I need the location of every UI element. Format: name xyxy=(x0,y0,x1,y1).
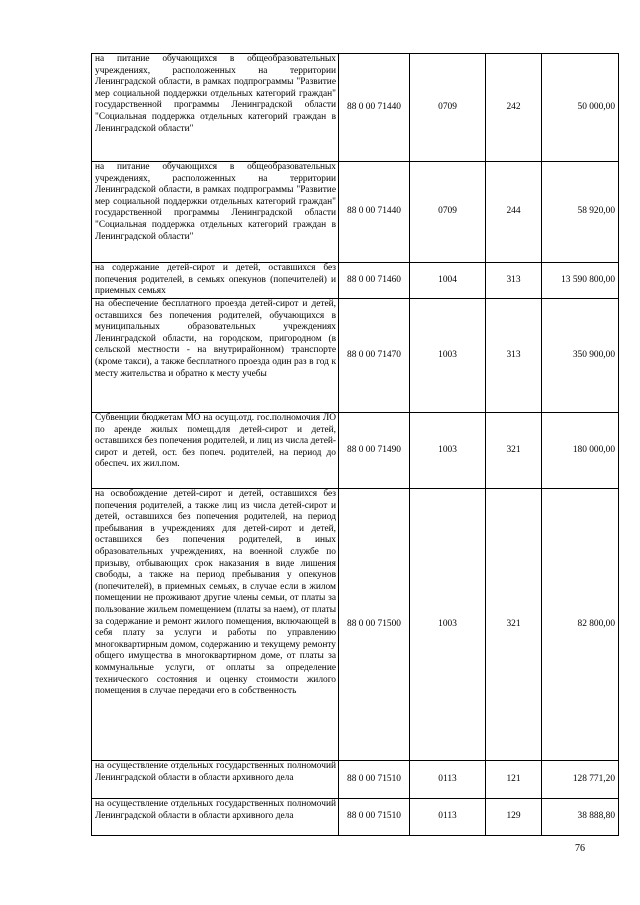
table-row xyxy=(92,799,619,836)
row-description: на питание обучающихся в общеобразовательных учреждениях, расположенных на территории Ленинградской области, в рамках подпрограммы "Развитие мер социальной поддержки отдельных категорий граждан" государственной программы Ленинградской области "Социальная поддержка отдельных категорий граждан в Ленинградской области" xyxy=(92,54,339,162)
row-description: Субвенции бюджетам МО на осущ.отд. гос.полномочия ЛО по аренде жилых помещ.для детей-сирот и детей, оставшихся без попечения родителей, и лиц из числа детей-сирот и детей, ост. без попеч. родителей, на период до обеспеч. их жил.пом. xyxy=(92,413,339,489)
row-section: 1003 xyxy=(410,413,486,489)
row-description: на освобождение детей-сирот и детей, оставшихся без попечения родителей, а также лиц из числа детей-сирот и детей, оставшихся без попечения родителей, на период пребывания в учреждениях для детей-сирот и детей, оставшихся без попечения родителей, в иных образовательных учреждениях, на военной службе по призыву, отбывающих срок наказания в виде лишения свободы, а также на период пребывания у опекунов (попечителей), в приемных семьях, в случае если в жилом помещении не проживают другие члены семьи, от платы за пользование жильем помещением (платы за наем), от платы за содержание и ремонт жилого помещения, включающей в себя плату за услуги и работы по управлению многоквартирным домом, содержанию и текущему ремонту общего имущества в многоквартирном доме, от платы за коммунальные услуги, от оплаты за определение технического состояния и оценку стоимости жилого помещения в случае передачи его в собственность xyxy=(92,489,339,761)
row-target-article: 88 0 00 71440 xyxy=(339,162,410,263)
row-expense-type: 244 xyxy=(486,162,542,263)
row-amount: 128 771,20 xyxy=(542,761,619,799)
row-target-article: 88 0 00 71500 xyxy=(339,489,410,761)
table-row xyxy=(92,489,619,761)
row-amount: 82 800,00 xyxy=(542,489,619,761)
row-expense-type: 313 xyxy=(486,299,542,413)
row-section: 0709 xyxy=(410,162,486,263)
table-row xyxy=(92,299,619,413)
row-target-article: 88 0 00 71510 xyxy=(339,761,410,799)
budget-table-body xyxy=(92,54,619,836)
budget-table xyxy=(91,53,619,836)
table-row xyxy=(92,162,619,263)
row-amount: 350 900,00 xyxy=(542,299,619,413)
table-row xyxy=(92,263,619,299)
row-target-article: 88 0 00 71470 xyxy=(339,299,410,413)
row-target-article: 88 0 00 71440 xyxy=(339,54,410,162)
row-section: 0709 xyxy=(410,54,486,162)
row-section: 1003 xyxy=(410,299,486,413)
row-amount: 38 888,80 xyxy=(542,799,619,836)
row-expense-type: 321 xyxy=(486,489,542,761)
row-amount: 50 000,00 xyxy=(542,54,619,162)
table-row xyxy=(92,413,619,489)
row-section: 1004 xyxy=(410,263,486,299)
row-amount: 13 590 800,00 xyxy=(542,263,619,299)
page-number: 76 xyxy=(575,843,585,854)
row-target-article: 88 0 00 71490 xyxy=(339,413,410,489)
row-amount: 58 920,00 xyxy=(542,162,619,263)
table-row xyxy=(92,761,619,799)
row-description: на осуществление отдельных государственных полномочий Ленинградской области в области архивного дела xyxy=(92,799,339,836)
row-amount: 180 000,00 xyxy=(542,413,619,489)
row-expense-type: 321 xyxy=(486,413,542,489)
row-expense-type: 242 xyxy=(486,54,542,162)
row-description: на обеспечение бесплатного проезда детей-сирот и детей, оставшихся без попечения родителей, обучающихся в муниципальных образовательных учреждениях Ленинградской области, на городском, пригородном (в сельской местности - на внутрирайонном) транспорте (кроме такси), а также бесплатного проезда один раз в год к месту жительства и обратно к месту учебы xyxy=(92,299,339,413)
row-description: на содержание детей-сирот и детей, оставшихся без попечения родителей, в семьях опекунов (попечителей) и приемных семьях xyxy=(92,263,339,299)
row-target-article: 88 0 00 71460 xyxy=(339,263,410,299)
row-expense-type: 313 xyxy=(486,263,542,299)
row-section: 1003 xyxy=(410,489,486,761)
table-row xyxy=(92,54,619,162)
row-section: 0113 xyxy=(410,799,486,836)
row-expense-type: 121 xyxy=(486,761,542,799)
row-description: на питание обучающихся в общеобразовательных учреждениях, расположенных на территории Ленинградской области, в рамках подпрограммы "Развитие мер социальной поддержки отдельных категорий граждан" государственной программы Ленинградской области "Социальная поддержка отдельных категорий граждан в Ленинградской области" xyxy=(92,162,339,263)
row-expense-type: 129 xyxy=(486,799,542,836)
row-target-article: 88 0 00 71510 xyxy=(339,799,410,836)
row-section: 0113 xyxy=(410,761,486,799)
row-description: на осуществление отдельных государственных полномочий Ленинградской области в области архивного дела xyxy=(92,761,339,799)
